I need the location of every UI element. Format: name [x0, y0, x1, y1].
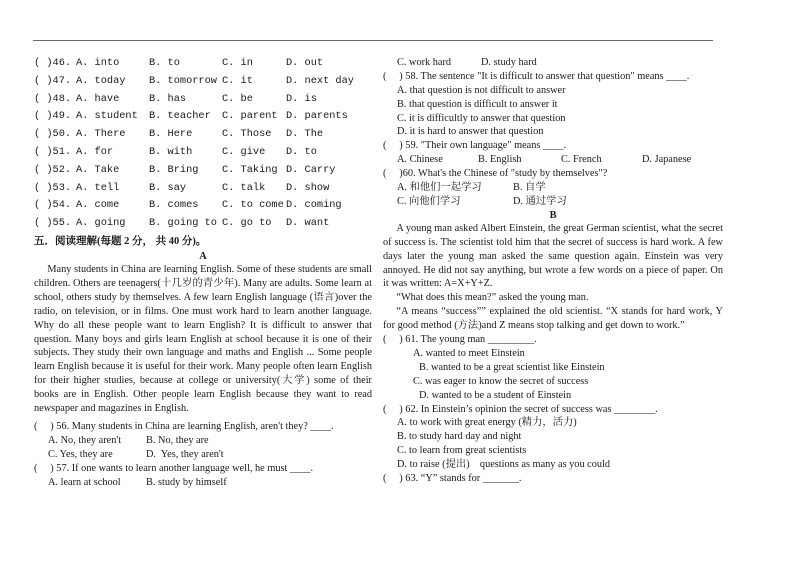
option-c[interactable]: C. talk — [222, 181, 266, 194]
question-61-option-c[interactable]: C. was eager to know the secret of success — [413, 375, 589, 387]
option-b[interactable]: B. Bring — [149, 163, 199, 176]
option-d[interactable]: D. show — [286, 181, 330, 194]
question-61-option-d[interactable]: D. wanted to be a student of Einstein — [419, 389, 572, 401]
question-58-option-a[interactable]: A. that question is not difficult to answer — [397, 84, 566, 96]
question-number: ( )54. — [34, 199, 72, 212]
question-56-option-c[interactable]: C. Yes, they are — [48, 448, 113, 460]
option-c[interactable]: C. go to — [222, 217, 272, 230]
question-number: ( )55. — [34, 217, 72, 230]
question-58-option-c[interactable]: C. it is difficultly to answer that question — [397, 112, 566, 124]
question-60-options-row1 — [383, 181, 723, 195]
question-63-stem: ( ) 63. “Y” stands for _______. — [383, 472, 522, 484]
option-d[interactable]: D. coming — [286, 199, 342, 212]
question-62-option-a[interactable]: A. to work with great energy (精力，活力) — [397, 417, 577, 429]
option-b[interactable]: B. with — [149, 145, 193, 158]
option-c[interactable]: C. Those — [222, 128, 272, 141]
right-column — [383, 56, 723, 486]
option-a[interactable]: A. tell — [76, 181, 120, 194]
question-60-option-b[interactable]: B. 自学 — [513, 182, 546, 194]
option-c[interactable]: C. parent — [222, 110, 278, 123]
passage-b-paragraph-3: “A means “success”” explained the old scientist. “X stands for hard work, Y for good method (方法)and Z means stop talking and get down to work.” — [383, 306, 723, 332]
passage-b-title: B — [549, 209, 557, 221]
question-59-stem: ( ) 59. "Their own language" means ____. — [383, 140, 567, 152]
option-d[interactable]: D. next day — [286, 74, 354, 87]
option-c[interactable]: C. to come — [222, 199, 284, 212]
option-c[interactable]: C. in — [222, 57, 253, 69]
option-a[interactable]: A. for — [76, 145, 114, 158]
question-56-options-row1 — [34, 434, 372, 448]
vocab-question-row — [34, 180, 372, 198]
vocab-question-row — [34, 73, 372, 91]
question-59-option-d[interactable]: D. Japanese — [642, 154, 692, 166]
option-d[interactable]: D. is — [286, 92, 317, 105]
option-b[interactable]: B. Here — [149, 128, 193, 141]
question-58-stem: ( ) 58. The sentence "It is difficult to answer that question" means ____. — [383, 70, 690, 82]
question-number: ( )46. — [34, 57, 72, 69]
question-58-option-b[interactable]: B. that question is difficult to answer it — [397, 98, 558, 110]
option-b[interactable]: B. has — [149, 92, 187, 105]
vocab-question-row — [34, 108, 372, 126]
left-column — [34, 55, 372, 489]
option-c[interactable]: C. it — [222, 74, 253, 87]
option-b[interactable]: B. comes — [149, 199, 199, 212]
option-a[interactable]: A. There — [76, 128, 126, 141]
option-d[interactable]: D. to — [286, 145, 317, 158]
vocab-question-row — [34, 91, 372, 109]
question-56-options-row2 — [34, 448, 372, 462]
question-59-option-c[interactable]: C. French — [561, 154, 602, 166]
option-a[interactable]: A. come — [76, 199, 120, 212]
vocab-question-list — [34, 55, 372, 233]
question-number: ( )49. — [34, 110, 72, 123]
question-62-option-b[interactable]: B. to study hard day and night — [397, 431, 522, 443]
option-a[interactable]: A. going — [76, 217, 126, 230]
option-a[interactable]: A. today — [76, 74, 126, 87]
question-56-option-b[interactable]: B. No, they are — [146, 434, 209, 446]
header-rule — [33, 40, 713, 41]
passage-b-paragraph-1: A young man asked Albert Einstein, the great German scientist, what the secret of success is. The scientist told him that the secret of success is hard work. A few days later the young man asked the same question again. Einstein was very annoyed. He did not say anything, but wrote a few words on a piece of paper. On it was written: A=X+Y+Z. — [383, 222, 723, 290]
option-a[interactable]: A. student — [76, 110, 138, 123]
vocab-question-row — [34, 162, 372, 180]
option-d[interactable]: D. The — [286, 128, 324, 141]
question-60-stem: ( )60. What's the Chinese of "study by themselves"? — [383, 168, 608, 180]
question-number: ( )50. — [34, 128, 72, 141]
question-56-stem: ( ) 56. Many students in China are learning English, aren't they? ____. — [34, 420, 334, 432]
question-57-options-row1 — [34, 476, 372, 490]
question-56-option-a[interactable]: A. No, they aren't — [48, 434, 122, 446]
question-62-stem: ( ) 62. In Einstein’s opinion the secret of success was ________. — [383, 403, 658, 415]
option-d[interactable]: D. want — [286, 217, 330, 230]
question-number: ( )47. — [34, 74, 72, 87]
question-58-option-d[interactable]: D. it is hard to answer that question — [397, 126, 544, 138]
question-61-option-b[interactable]: B. wanted to be a great scientist like Einstein — [419, 361, 605, 373]
question-60-options-row2 — [383, 195, 723, 209]
passage-a-title: A — [199, 250, 207, 262]
option-a[interactable]: A. have — [76, 92, 120, 105]
option-c[interactable]: C. Taking — [222, 163, 278, 176]
option-b[interactable]: B. tomorrow — [149, 74, 217, 87]
vocab-question-row — [34, 55, 372, 73]
question-57-option-b[interactable]: B. study by himself — [146, 476, 227, 488]
question-60-option-a[interactable]: A. 和他们一起学习 — [397, 182, 482, 194]
option-d[interactable]: D. Carry — [286, 163, 336, 176]
option-c[interactable]: C. give — [222, 145, 266, 158]
passage-a-text: Many students in China are learning English. Some of these students are small children. Others are teenagers(十几岁的青少年). Many are adults. Some learn at school, others study by themselves. A few learn English language (语言)over the radio, on television, or in films. One must work hard to learn another language. Why do all these people want to learn English? It is difficult to answer that question. Many boys and girls learn English at school because it is one of their subjects. They study their own language and maths and English ... Some people learn English because it is useful for their work. Many people often learn English for their higher studies, because at college or university(大学) some of their books are in English. Other people learn English because they want to read newspaper and magazines in English. — [34, 263, 372, 415]
option-b[interactable]: B. going to — [149, 217, 217, 230]
question-57-stem: ( ) 57. If one wants to learn another language well, he must ____. — [34, 462, 314, 474]
vocab-question-row — [34, 126, 372, 144]
question-60-option-c[interactable]: C. 向他们学习 — [397, 195, 461, 207]
question-number: ( )51. — [34, 145, 72, 158]
option-b[interactable]: B. say — [149, 181, 187, 194]
question-57-option-c[interactable]: C. work hard — [397, 57, 452, 68]
question-62-option-d[interactable]: D. to raise (提出) questions as many as you could — [397, 459, 611, 471]
passage-b-paragraph-2: “What does this mean?” asked the young man. — [396, 292, 589, 304]
question-57-option-a[interactable]: A. learn at school — [48, 476, 121, 488]
vocab-question-row — [34, 144, 372, 162]
vocab-question-row — [34, 197, 372, 215]
option-b[interactable]: B. teacher — [149, 110, 211, 123]
option-c[interactable]: C. be — [222, 92, 253, 105]
question-number: ( )53. — [34, 181, 72, 194]
option-d[interactable]: D. out — [286, 57, 324, 69]
section-title: 五．阅读理解(每题 2 分， 共 40 分)。 — [34, 235, 207, 247]
option-a[interactable]: A. into — [76, 57, 120, 69]
question-61-stem: ( ) 61. The young man _________. — [383, 334, 537, 346]
option-a[interactable]: A. Take — [76, 163, 120, 176]
question-number: ( )52. — [34, 163, 72, 176]
question-59-options — [383, 153, 723, 167]
question-61-option-a[interactable]: A. wanted to meet Einstein — [413, 347, 525, 359]
question-59-option-a[interactable]: A. Chinese — [397, 154, 443, 166]
question-57-option-d[interactable]: D. study hard — [481, 57, 537, 68]
question-59-option-b[interactable]: B. English — [478, 154, 522, 166]
vocab-question-row — [34, 215, 372, 233]
question-62-option-c[interactable]: C. to learn from great scientists — [397, 445, 527, 457]
question-number: ( )48. — [34, 92, 72, 105]
option-b[interactable]: B. to — [149, 57, 180, 69]
option-d[interactable]: D. parents — [286, 110, 348, 123]
question-60-option-d[interactable]: D. 通过学习 — [513, 195, 567, 207]
question-57-options-row2 — [383, 56, 723, 70]
question-56-option-d[interactable]: D. Yes, they aren't — [146, 448, 224, 460]
